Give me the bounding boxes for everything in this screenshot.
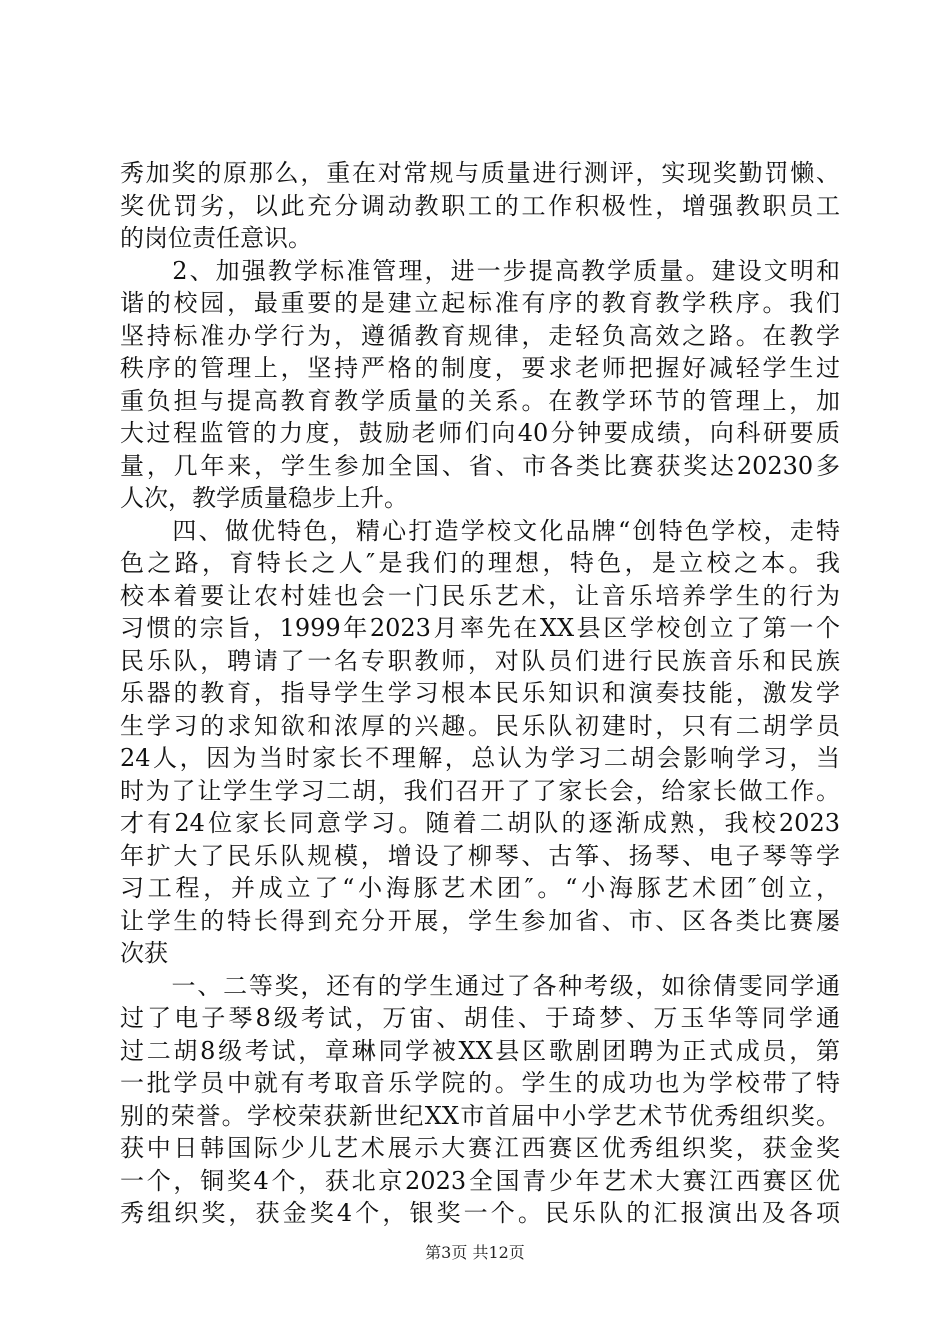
- text-line: 坚持标准办学行为，遵循教育规律，走轻负高效之路。在教学: [120, 321, 840, 350]
- page-footer: [0, 1240, 950, 1263]
- page-number: 第3页 共12页: [425, 1243, 525, 1262]
- body-text: [120, 157, 840, 1230]
- text-line: 别的荣誉。学校荣获新世纪XX市首届中小学艺术节优秀组织奖。: [120, 1101, 840, 1130]
- text-line: 获中日韩国际少儿艺术展示大赛江西赛区优秀组织奖，获金奖: [120, 1134, 840, 1162]
- text-line: 秀组织奖，获金奖4个，银奖一个。民乐队的汇报演出及各项: [120, 1199, 840, 1227]
- text-line: 习惯的宗旨，1999年2023月率先在XX县区学校创立了第一个: [120, 614, 840, 642]
- text-line: 民乐队，聘请了一名专职教师，对队员们进行民族音乐和民族: [120, 646, 840, 675]
- text-line: 奖优罚劣，以此充分调动教职工的工作积极性，增强教职员工: [120, 191, 840, 220]
- text-line: 谐的校园，最重要的是建立起标准有序的教育教学秩序。我们: [120, 289, 840, 317]
- text-line: 校本着要让农村娃也会一门民乐艺术，让音乐培养学生的行为: [120, 581, 840, 610]
- text-line: 量，几年来，学生参加全国、省、市各类比赛获奖达20230多: [120, 451, 840, 480]
- text-line: 过了电子琴8级考试，万宙、胡佳、于琦梦、万玉华等同学通: [120, 1004, 840, 1032]
- text-line: 一个，铜奖4个，获北京2023全国青少年艺术大赛江西赛区优: [120, 1166, 840, 1195]
- text-line: 的岗位责任意识。: [120, 224, 312, 252]
- text-line: 色之路，育特长之人″是我们的理想，特色，是立校之本。我: [120, 549, 840, 577]
- text-line: 人次，教学质量稳步上升。: [120, 484, 408, 512]
- text-line: 过二胡8级考试，章琳同学被XX县区歌剧团聘为正式成员，第: [120, 1036, 840, 1065]
- text-line: 重负担与提高教育教学质量的关系。在教学环节的管理上，加: [120, 386, 840, 415]
- text-line: 四、做优特色，精心打造学校文化品牌“创特色学校，走特: [120, 516, 840, 545]
- text-line: 让学生的特长得到充分开展，学生参加省、市、区各类比赛屡: [120, 906, 840, 935]
- text-line: 一、二等奖，还有的学生通过了各种考级，如徐倩雯同学通: [120, 971, 840, 1000]
- text-line: 秩序的管理上，坚持严格的制度，要求老师把握好减轻学生过: [120, 354, 840, 382]
- text-line: 一批学员中就有考取音乐学院的。学生的成功也为学校带了特: [120, 1069, 840, 1097]
- text-line: 2、加强教学标准管理，进一步提高教学质量。建设文明和: [120, 256, 840, 285]
- text-line: 24人，因为当时家长不理解，总认为学习二胡会影响学习，当: [120, 744, 840, 772]
- text-line: 生学习的求知欲和浓厚的兴趣。民乐队初建时，只有二胡学员: [120, 711, 840, 740]
- text-line: 秀加奖的原那么，重在对常规与质量进行测评，实现奖勤罚懒、: [120, 159, 840, 187]
- text-line: 年扩大了民乐队规模，增设了柳琴、古筝、扬琴、电子琴等学: [120, 841, 840, 870]
- text-line: 大过程监管的力度，鼓励老师们向40分钟要成绩，向科研要质: [120, 419, 840, 447]
- text-line: 乐器的教育，指导学生学习根本民乐知识和演奏技能，激发学: [120, 679, 840, 707]
- text-line: 才有24位家长同意学习。随着二胡队的逐渐成熟，我校2023: [120, 809, 840, 837]
- text-line: 习工程，并成立了“小海豚艺术团″。“小海豚艺术团″创立，: [120, 874, 840, 902]
- text-line: 时为了让学生学习二胡，我们召开了了家长会，给家长做工作。: [120, 776, 840, 805]
- text-line: 次获: [120, 939, 168, 967]
